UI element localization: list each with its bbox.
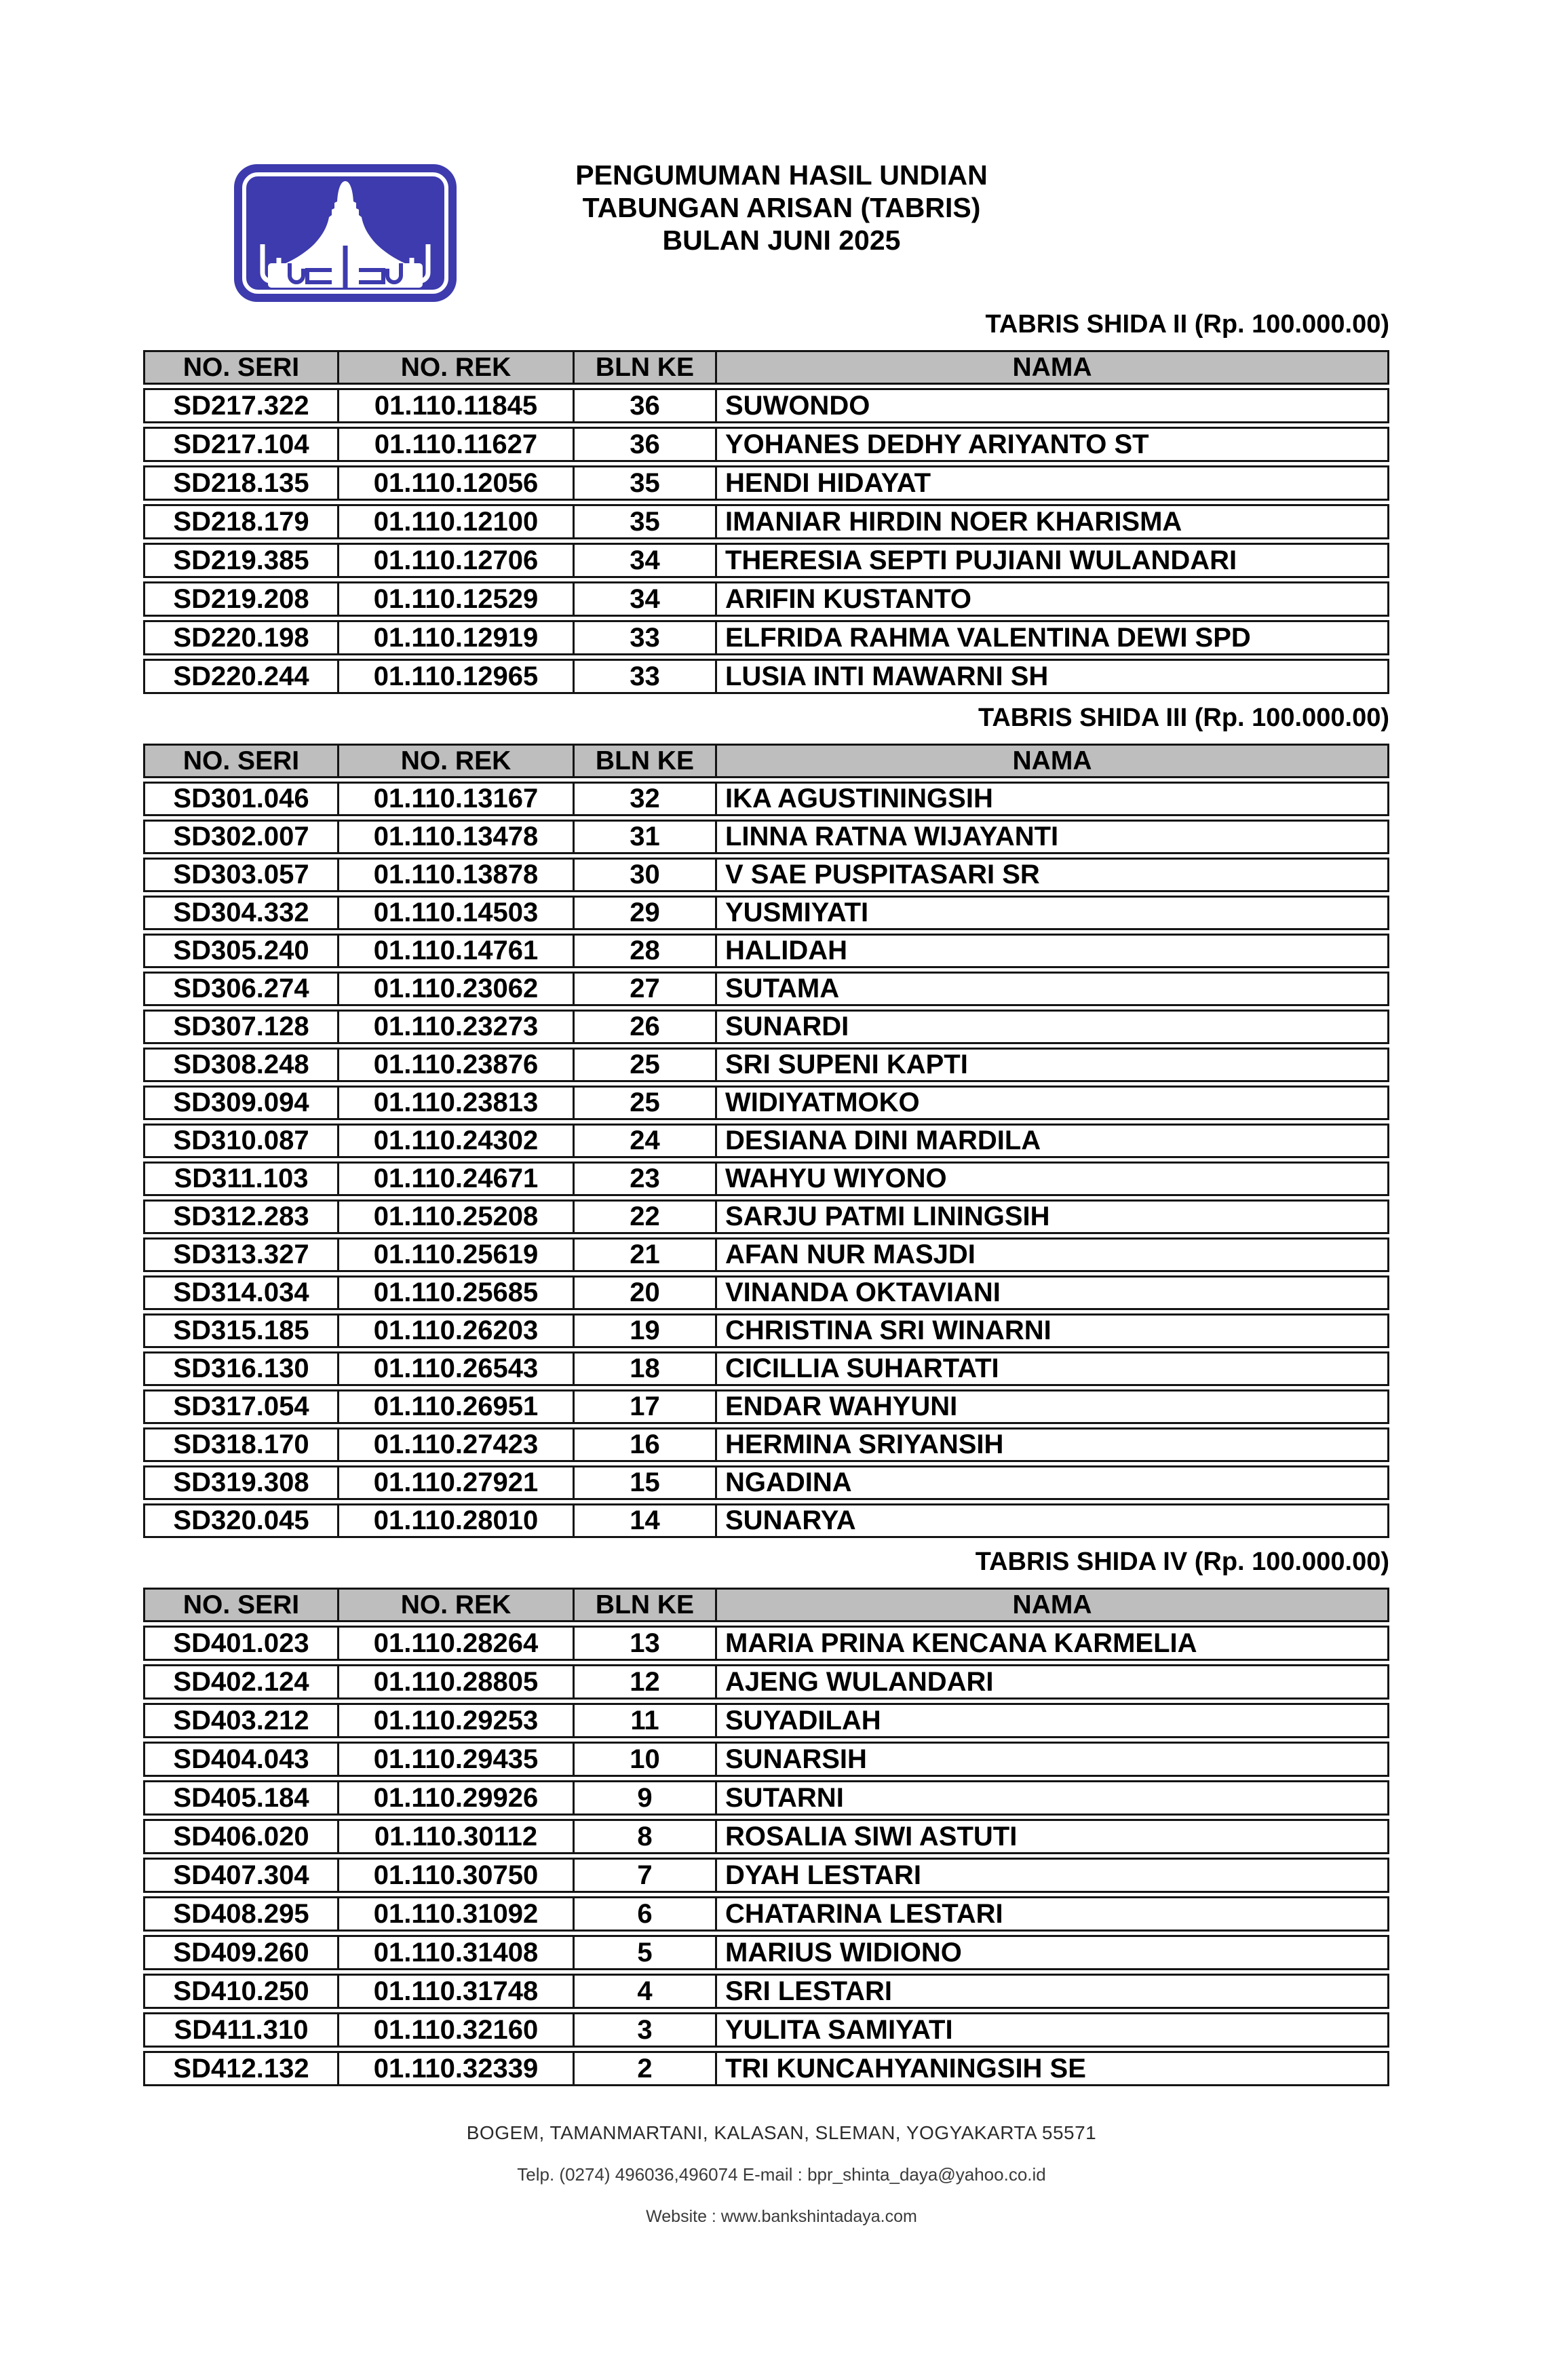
serial-number-cell: SD217.104 [143, 427, 339, 462]
month-number-cell: 15 [575, 1465, 717, 1500]
account-number-cell: 01.110.31408 [339, 1935, 575, 1970]
serial-number-cell: SD407.304 [143, 1858, 339, 1893]
account-number-cell: 01.110.23273 [339, 1010, 575, 1044]
name-cell: V SAE PUSPITASARI SR [717, 858, 1389, 892]
footer-website: Website : www.bankshintadaya.com [646, 2207, 917, 2226]
account-number-cell: 01.110.13878 [339, 858, 575, 892]
table-row [143, 1010, 1389, 1044]
account-number-cell: 01.110.29253 [339, 1703, 575, 1738]
serial-number-cell: SD306.274 [143, 972, 339, 1006]
serial-number-cell: SD304.332 [143, 896, 339, 930]
table-row [143, 581, 1389, 617]
account-number-cell: 01.110.24302 [339, 1124, 575, 1158]
table-header-row [143, 350, 1389, 385]
serial-number-cell: SD218.135 [143, 465, 339, 501]
name-cell: YUSMIYATI [717, 896, 1389, 930]
account-number-cell: 01.110.12965 [339, 659, 575, 694]
table-row [143, 1974, 1389, 2009]
table-row [143, 1780, 1389, 1816]
account-number-cell: 01.110.13478 [339, 820, 575, 854]
title-line-1: PENGUMUMAN HASIL UNDIAN [575, 159, 988, 191]
table-row [143, 972, 1389, 1006]
serial-number-cell: SD315.185 [143, 1313, 339, 1348]
column-header: BLN KE [575, 350, 717, 385]
column-header: NO. REK [339, 744, 575, 778]
table-row [143, 1086, 1389, 1120]
document-header [0, 0, 1563, 304]
account-number-cell: 01.110.26543 [339, 1351, 575, 1386]
name-cell: IKA AGUSTININGSIH [717, 782, 1389, 816]
month-number-cell: 14 [575, 1503, 717, 1538]
month-number-cell: 28 [575, 934, 717, 968]
account-number-cell: 01.110.29435 [339, 1742, 575, 1777]
table-row [143, 659, 1389, 694]
table-row [143, 1237, 1389, 1272]
name-cell: MARIUS WIDIONO [717, 1935, 1389, 1970]
month-number-cell: 3 [575, 2012, 717, 2048]
name-cell: AFAN NUR MASJDI [717, 1237, 1389, 1272]
month-number-cell: 21 [575, 1237, 717, 1272]
table-row [143, 934, 1389, 968]
name-cell: CICILLIA SUHARTATI [717, 1351, 1389, 1386]
account-number-cell: 01.110.12056 [339, 465, 575, 501]
column-header: NO. SERI [143, 1588, 339, 1622]
serial-number-cell: SD411.310 [143, 2012, 339, 2048]
table-row [143, 896, 1389, 930]
name-cell: HERMINA SRIYANSIH [717, 1427, 1389, 1462]
table-row [143, 1819, 1389, 1854]
serial-number-cell: SD317.054 [143, 1389, 339, 1424]
name-cell: WAHYU WIYONO [717, 1162, 1389, 1196]
serial-number-cell: SD409.260 [143, 1935, 339, 1970]
serial-number-cell: SD311.103 [143, 1162, 339, 1196]
name-cell: HENDI HIDAYAT [717, 465, 1389, 501]
account-number-cell: 01.110.13167 [339, 782, 575, 816]
account-number-cell: 01.110.26203 [339, 1313, 575, 1348]
serial-number-cell: SD312.283 [143, 1199, 339, 1234]
serial-number-cell: SD406.020 [143, 1819, 339, 1854]
month-number-cell: 4 [575, 1974, 717, 2009]
serial-number-cell: SD302.007 [143, 820, 339, 854]
name-cell: LINNA RATNA WIJAYANTI [717, 820, 1389, 854]
serial-number-cell: SD402.124 [143, 1664, 339, 1700]
name-cell: SUNARYA [717, 1503, 1389, 1538]
month-number-cell: 9 [575, 1780, 717, 1816]
name-cell: SRI LESTARI [717, 1974, 1389, 2009]
month-number-cell: 6 [575, 1896, 717, 1932]
serial-number-cell: SD318.170 [143, 1427, 339, 1462]
account-number-cell: 01.110.32160 [339, 2012, 575, 2048]
name-cell: SUWONDO [717, 388, 1389, 423]
serial-number-cell: SD313.327 [143, 1237, 339, 1272]
table-row [143, 1199, 1389, 1234]
name-cell: ARIFIN KUSTANTO [717, 581, 1389, 617]
account-number-cell: 01.110.25685 [339, 1275, 575, 1310]
account-number-cell: 01.110.14761 [339, 934, 575, 968]
account-number-cell: 01.110.24671 [339, 1162, 575, 1196]
serial-number-cell: SD405.184 [143, 1780, 339, 1816]
name-cell: ENDAR WAHYUNI [717, 1389, 1389, 1424]
serial-number-cell: SD308.248 [143, 1048, 339, 1082]
table-row [143, 388, 1389, 423]
column-header: NAMA [717, 350, 1389, 385]
name-cell: SUTAMA [717, 972, 1389, 1006]
section-label: TABRIS SHIDA II (Rp. 100.000.00) [985, 310, 1389, 339]
table-row [143, 465, 1389, 501]
month-number-cell: 18 [575, 1351, 717, 1386]
title-line-2: TABUNGAN ARISAN (TABRIS) [582, 192, 981, 223]
serial-number-cell: SD301.046 [143, 782, 339, 816]
serial-number-cell: SD220.244 [143, 659, 339, 694]
table-row [143, 1389, 1389, 1424]
table-row [143, 1858, 1389, 1893]
table-row [143, 2012, 1389, 2048]
section-label: TABRIS SHIDA IV (Rp. 100.000.00) [975, 1548, 1389, 1576]
serial-number-cell: SD310.087 [143, 1124, 339, 1158]
serial-number-cell: SD403.212 [143, 1703, 339, 1738]
serial-number-cell: SD219.385 [143, 543, 339, 578]
table-row [143, 1664, 1389, 1700]
table-row [143, 820, 1389, 854]
serial-number-cell: SD307.128 [143, 1010, 339, 1044]
account-number-cell: 01.110.29926 [339, 1780, 575, 1816]
account-number-cell: 01.110.27921 [339, 1465, 575, 1500]
name-cell: SUYADILAH [717, 1703, 1389, 1738]
month-number-cell: 7 [575, 1858, 717, 1893]
table-row [143, 1351, 1389, 1386]
name-cell: CHRISTINA SRI WINARNI [717, 1313, 1389, 1348]
serial-number-cell: SD314.034 [143, 1275, 339, 1310]
footer-address: BOGEM, TAMANMARTANI, KALASAN, SLEMAN, YOGYAKARTA 55571 [466, 2122, 1097, 2143]
table-row [143, 1048, 1389, 1082]
table-row [143, 1626, 1389, 1661]
name-cell: YULITA SAMIYATI [717, 2012, 1389, 2048]
serial-number-cell: SD316.130 [143, 1351, 339, 1386]
month-number-cell: 33 [575, 620, 717, 655]
column-header: NO. SERI [143, 350, 339, 385]
account-number-cell: 01.110.28805 [339, 1664, 575, 1700]
winners-table [143, 1584, 1389, 2090]
account-number-cell: 01.110.23062 [339, 972, 575, 1006]
document-footer [0, 2122, 1563, 2227]
serial-number-cell: SD408.295 [143, 1896, 339, 1932]
month-number-cell: 32 [575, 782, 717, 816]
name-cell: SUNARSIH [717, 1742, 1389, 1777]
name-cell: VINANDA OKTAVIANI [717, 1275, 1389, 1310]
serial-number-cell: SD219.208 [143, 581, 339, 617]
table-row [143, 1742, 1389, 1777]
table-header-row [143, 1588, 1389, 1622]
name-cell: YOHANES DEDHY ARIYANTO ST [717, 427, 1389, 462]
month-number-cell: 8 [575, 1819, 717, 1854]
account-number-cell: 01.110.25208 [339, 1199, 575, 1234]
account-number-cell: 01.110.32339 [339, 2051, 575, 2086]
month-number-cell: 19 [575, 1313, 717, 1348]
serial-number-cell: SD404.043 [143, 1742, 339, 1777]
serial-number-cell: SD319.308 [143, 1465, 339, 1500]
month-number-cell: 23 [575, 1162, 717, 1196]
month-number-cell: 36 [575, 388, 717, 423]
table-row [143, 620, 1389, 655]
account-number-cell: 01.110.11627 [339, 427, 575, 462]
winners-table [143, 740, 1389, 1541]
table-row [143, 543, 1389, 578]
column-header: NO. REK [339, 1588, 575, 1622]
name-cell: ELFRIDA RAHMA VALENTINA DEWI SPD [717, 620, 1389, 655]
name-cell: SUTARNI [717, 1780, 1389, 1816]
month-number-cell: 31 [575, 820, 717, 854]
account-number-cell: 01.110.12100 [339, 504, 575, 539]
month-number-cell: 34 [575, 581, 717, 617]
account-number-cell: 01.110.14503 [339, 896, 575, 930]
month-number-cell: 33 [575, 659, 717, 694]
column-header: NAMA [717, 1588, 1389, 1622]
serial-number-cell: SD305.240 [143, 934, 339, 968]
name-cell: SUNARDI [717, 1010, 1389, 1044]
column-header: BLN KE [575, 744, 717, 778]
name-cell: AJENG WULANDARI [717, 1664, 1389, 1700]
month-number-cell: 27 [575, 972, 717, 1006]
footer-contact: Telp. (0274) 496036,496074 E-mail : bpr_shinta_daya@yahoo.co.id [517, 2164, 1046, 2185]
month-number-cell: 20 [575, 1275, 717, 1310]
bank-shinta-daya-logo-icon [233, 163, 458, 303]
account-number-cell: 01.110.11845 [339, 388, 575, 423]
table-row [143, 1703, 1389, 1738]
table-row [143, 1275, 1389, 1310]
month-number-cell: 13 [575, 1626, 717, 1661]
name-cell: IMANIAR HIRDIN NOER KHARISMA [717, 504, 1389, 539]
serial-number-cell: SD412.132 [143, 2051, 339, 2086]
month-number-cell: 36 [575, 427, 717, 462]
account-number-cell: 01.110.30750 [339, 1858, 575, 1893]
winner-sections [0, 308, 1563, 2090]
table-row [143, 1503, 1389, 1538]
serial-number-cell: SD303.057 [143, 858, 339, 892]
month-number-cell: 25 [575, 1048, 717, 1082]
month-number-cell: 12 [575, 1664, 717, 1700]
name-cell: NGADINA [717, 1465, 1389, 1500]
month-number-cell: 35 [575, 465, 717, 501]
table-row [143, 2051, 1389, 2086]
month-number-cell: 25 [575, 1086, 717, 1120]
serial-number-cell: SD218.179 [143, 504, 339, 539]
account-number-cell: 01.110.31748 [339, 1974, 575, 2009]
table-row [143, 1427, 1389, 1462]
serial-number-cell: SD320.045 [143, 1503, 339, 1538]
table-row [143, 1465, 1389, 1500]
account-number-cell: 01.110.31092 [339, 1896, 575, 1932]
name-cell: HALIDAH [717, 934, 1389, 968]
name-cell: CHATARINA LESTARI [717, 1896, 1389, 1932]
serial-number-cell: SD401.023 [143, 1626, 339, 1661]
account-number-cell: 01.110.12919 [339, 620, 575, 655]
name-cell: MARIA PRINA KENCANA KARMELIA [717, 1626, 1389, 1661]
account-number-cell: 01.110.23876 [339, 1048, 575, 1082]
name-cell: DESIANA DINI MARDILA [717, 1124, 1389, 1158]
table-row [143, 1124, 1389, 1158]
account-number-cell: 01.110.30112 [339, 1819, 575, 1854]
name-cell: ROSALIA SIWI ASTUTI [717, 1819, 1389, 1854]
month-number-cell: 29 [575, 896, 717, 930]
name-cell: WIDIYATMOKO [717, 1086, 1389, 1120]
table-row [143, 1313, 1389, 1348]
serial-number-cell: SD410.250 [143, 1974, 339, 2009]
table-row [143, 504, 1389, 539]
month-number-cell: 16 [575, 1427, 717, 1462]
account-number-cell: 01.110.12706 [339, 543, 575, 578]
month-number-cell: 2 [575, 2051, 717, 2086]
name-cell: LUSIA INTI MAWARNI SH [717, 659, 1389, 694]
table-header-row [143, 744, 1389, 778]
table-row [143, 858, 1389, 892]
table-row [143, 427, 1389, 462]
account-number-cell: 01.110.12529 [339, 581, 575, 617]
month-number-cell: 34 [575, 543, 717, 578]
name-cell: SARJU PATMI LININGSIH [717, 1199, 1389, 1234]
column-header: NO. SERI [143, 744, 339, 778]
month-number-cell: 24 [575, 1124, 717, 1158]
winners-table [143, 347, 1389, 697]
month-number-cell: 30 [575, 858, 717, 892]
account-number-cell: 01.110.28010 [339, 1503, 575, 1538]
column-header: BLN KE [575, 1588, 717, 1622]
table-row [143, 782, 1389, 816]
account-number-cell: 01.110.28264 [339, 1626, 575, 1661]
month-number-cell: 10 [575, 1742, 717, 1777]
name-cell: THERESIA SEPTI PUJIANI WULANDARI [717, 543, 1389, 578]
title-line-3: BULAN JUNI 2025 [662, 225, 901, 256]
month-number-cell: 17 [575, 1389, 717, 1424]
month-number-cell: 5 [575, 1935, 717, 1970]
column-header: NO. REK [339, 350, 575, 385]
table-row [143, 1162, 1389, 1196]
month-number-cell: 11 [575, 1703, 717, 1738]
account-number-cell: 01.110.23813 [339, 1086, 575, 1120]
account-number-cell: 01.110.25619 [339, 1237, 575, 1272]
month-number-cell: 26 [575, 1010, 717, 1044]
table-row [143, 1896, 1389, 1932]
serial-number-cell: SD220.198 [143, 620, 339, 655]
table-row [143, 1935, 1389, 1970]
account-number-cell: 01.110.27423 [339, 1427, 575, 1462]
column-header: NAMA [717, 744, 1389, 778]
month-number-cell: 35 [575, 504, 717, 539]
serial-number-cell: SD309.094 [143, 1086, 339, 1120]
name-cell: SRI SUPENI KAPTI [717, 1048, 1389, 1082]
month-number-cell: 22 [575, 1199, 717, 1234]
name-cell: DYAH LESTARI [717, 1858, 1389, 1893]
section-label: TABRIS SHIDA III (Rp. 100.000.00) [978, 704, 1389, 732]
serial-number-cell: SD217.322 [143, 388, 339, 423]
name-cell: TRI KUNCAHYANINGSIH SE [717, 2051, 1389, 2086]
account-number-cell: 01.110.26951 [339, 1389, 575, 1424]
